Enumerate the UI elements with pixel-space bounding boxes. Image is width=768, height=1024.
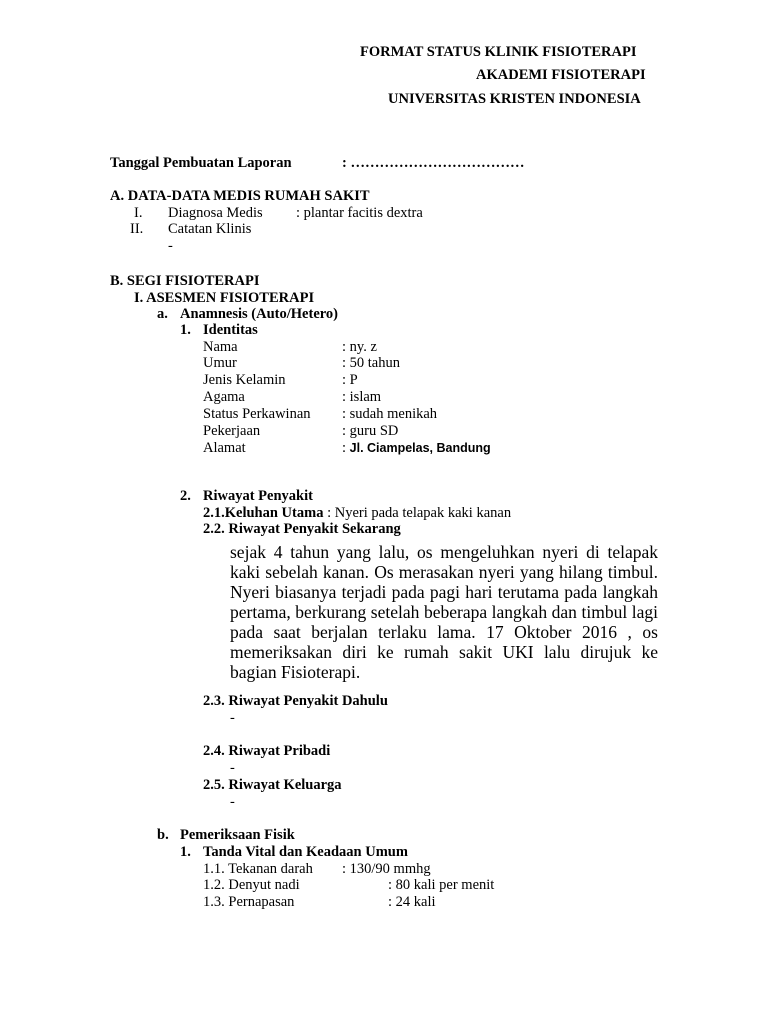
identitas-heading: Identitas xyxy=(203,322,258,338)
keluhan-utama-value: : Nyeri pada telapak kaki kanan xyxy=(323,505,512,521)
catatan-klinis-label: Catatan Klinis xyxy=(168,221,252,237)
vital-value-tekanan: : 130/90 mmhg xyxy=(342,861,431,877)
identity-label-agama: Agama xyxy=(203,389,245,405)
anamnesis-heading: Anamnesis (Auto/Hetero) xyxy=(180,306,339,322)
identity-value-nama: : ny. z xyxy=(342,339,377,355)
vital-label-nadi: 1.2. Denyut nadi xyxy=(203,877,300,893)
identitas-number: 1. xyxy=(180,322,191,338)
keluhan-utama-label: 2.1.Keluhan Utama xyxy=(203,505,324,521)
alamat-text: Jl. Ciampelas, Bandung xyxy=(349,441,491,455)
fisik-heading: Pemeriksaan Fisik xyxy=(180,827,295,843)
section-b-title: B. SEGI FISIOTERAPI xyxy=(110,273,260,289)
identity-value-status: : sudah menikah xyxy=(342,406,438,422)
asesmen-heading: I. ASESMEN FISIOTERAPI xyxy=(134,290,315,306)
identity-value-agama: : islam xyxy=(342,389,382,405)
identity-label-nama: Nama xyxy=(203,339,238,355)
identity-label-alamat: Alamat xyxy=(203,440,246,456)
identity-label-jenis-kelamin: Jenis Kelamin xyxy=(203,372,286,388)
report-date-value: : ……………………………… xyxy=(342,155,525,171)
riwayat-heading: Riwayat Penyakit xyxy=(203,488,313,504)
riwayat-sekarang-paragraph: sejak 4 tahun yang lalu, os mengeluhkan nyeri di telapak kaki sebelah kanan. Os merasakan nyeri yang hilang timbul. Nyeri biasanya terjadi pada pagi hari terutama pada langkah pertama, berkurang setelah beberapa langkah dan timbul lagi pada saat berjalan terlaku lama. 17 Oktober 2016 , os memeriksakan diri ke rumah sakit UKI lalu dirujuk ke bagian Fisioterapi. xyxy=(230,542,658,682)
report-date-label: Tanggal Pembuatan Laporan xyxy=(110,155,292,171)
identity-label-pekerjaan: Pekerjaan xyxy=(203,423,261,439)
vital-label-tekanan: 1.1. Tekanan darah xyxy=(203,861,313,877)
anamnesis-number: a. xyxy=(157,306,168,322)
vital-number: 1. xyxy=(180,844,191,860)
riwayat-dahulu-value: - xyxy=(230,710,235,726)
riwayat-number: 2. xyxy=(180,488,191,504)
riwayat-keluarga-heading: 2.5. Riwayat Keluarga xyxy=(203,777,342,793)
riwayat-keluarga-value: - xyxy=(230,794,235,810)
section-a-title: A. DATA-DATA MEDIS RUMAH SAKIT xyxy=(110,188,370,204)
diagnosa-medis-label: Diagnosa Medis xyxy=(168,205,263,221)
vital-value-pernapasan: : 24 kali xyxy=(388,894,436,910)
diagnosa-medis-value: : plantar facitis dextra xyxy=(296,205,423,221)
vital-heading: Tanda Vital dan Keadaan Umum xyxy=(203,844,408,860)
header-line-1: FORMAT STATUS KLINIK FISIOTERAPI xyxy=(360,44,637,60)
vital-label-pernapasan: 1.3. Pernapasan xyxy=(203,894,295,910)
section-a-ii-number: II. xyxy=(130,221,144,237)
riwayat-sekarang-heading: 2.2. Riwayat Penyakit Sekarang xyxy=(203,521,401,537)
riwayat-pribadi-heading: 2.4. Riwayat Pribadi xyxy=(203,743,331,759)
header-line-2: AKADEMI FISIOTERAPI xyxy=(476,67,646,83)
keluhan-utama xyxy=(203,505,511,522)
identity-value-jenis-kelamin: : P xyxy=(342,372,358,388)
section-a-i-number: I. xyxy=(134,205,143,221)
catatan-klinis-value: - xyxy=(168,238,173,254)
identity-value-umur: : 50 tahun xyxy=(342,355,400,371)
identity-value-alamat xyxy=(342,440,491,457)
identity-label-status: Status Perkawinan xyxy=(203,406,311,422)
fisik-number: b. xyxy=(157,827,169,843)
riwayat-dahulu-heading: 2.3. Riwayat Penyakit Dahulu xyxy=(203,693,388,709)
identity-label-umur: Umur xyxy=(203,355,237,371)
alamat-colon: : xyxy=(342,440,350,456)
vital-value-nadi: : 80 kali per menit xyxy=(388,877,495,893)
riwayat-pribadi-value: - xyxy=(230,760,235,776)
identity-value-pekerjaan: : guru SD xyxy=(342,423,399,439)
header-line-3: UNIVERSITAS KRISTEN INDONESIA xyxy=(388,91,641,107)
